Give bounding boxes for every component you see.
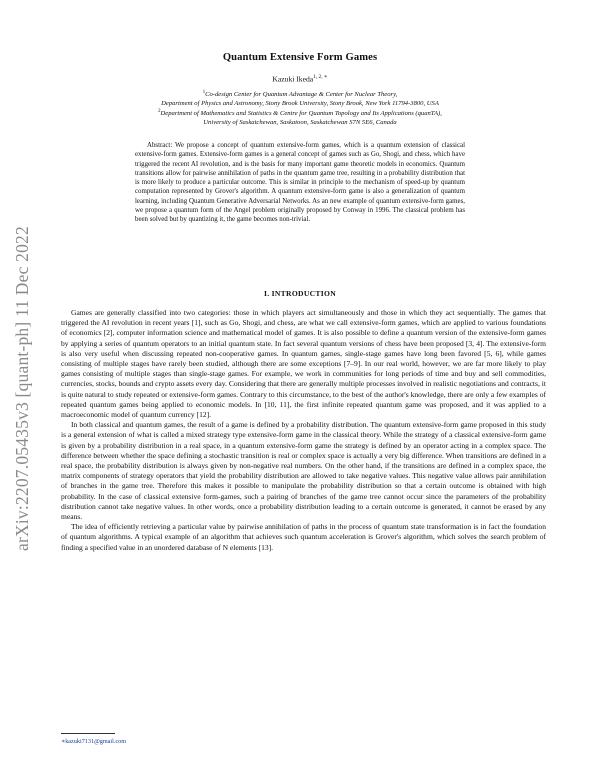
- affiliation-text: University of Saskatchewan, Saskatoon, Saskatchewan S7N 5E6, Canada: [203, 118, 397, 126]
- affiliation-text: Co-design Center for Quantum Advantage & Center for Nuclear Theory,: [205, 91, 398, 99]
- abstract: Abstract: We propose a concept of quantum extensive-form games, which is a quantum extension of classical extensive-form games. Extensive-form games is a general concept of games such as Go, Shogi, and chess, which have triggered the recent AI revolution, and is the basis for many important game theoretic models in economics. Quantum transitions allow for pairwise annihilation of paths in the quantum game tree, resulting in a probability distribution that is more likely to produce a particular outcome. This is similar in principle to the mechanism of speed-up by quantum computation represented by Grover's algorithm. A quantum extensive-form game is also a generalization of quantum learning, including Quantum Generative Adversarial Networks. As an new example of quantum extensive-form games, we propose a quantum form of the Angel problem originally proposed by Conway in 1996. The classical problem has been solved but by quantizing it, the game becomes non-trivial.: [135, 142, 465, 223]
- affiliation-text: Department of Physics and Astronomy, Stony Brook University, Stony Brook, New York 11794-3800, USA: [161, 99, 439, 107]
- affiliation-mark: 2: [158, 109, 161, 114]
- paragraph: The idea of efficiently retrieving a particular value by pairwise annihilation of paths in the process of quantum state transformation is in fact the foundation of quantum algorithms. A typical example of an algorithm that achieves such quantum acceleration is Grover's algorithm, which solves the search problem of finding a specified value in an unordered database of N elements [13].: [61, 522, 546, 552]
- paragraph: Games are generally classified into two categories: those in which players act simultaneously and those in which they act sequentially. The games that triggered the AI revolution in recent years [1], such as Go, Shogi, and chess, are what we call extensive-form games, which are applied to various foundations of economics [2], computer information science and mathematical model of games. It is also possible to define a quantum version of the extensive-form games by applying a series of quantum operators to an initial quantum state. In fact several quantum versions of chess have been proposed [3, 4]. The extensive-form is also very useful when discussing repeated non-cooperative games. In quantum games, single-stage games have long been favored [5, 6], while games consisting of multiple stages have rarely been studied, although there are some exceptions [7–9]. In our real world, however, we are far more likely to play games consisting of multiple stages than single-stage games. For example, we work in communities for long periods of time and buy and sell commodities, currencies, stocks, bounds and crypto assets every day. Considering that there are generally multiple processes involved in realistic negotiations and contracts, it is quite natural to study repeated or extensive-form games. Contrary to this circumstance, to the best of the author's knowledge, there are only a few examples of repeated quantum games being applied to economic models. In [10, 11], the first infinite repeated quantum game was proposed, and it was applied to a macroeconomic model of quantum currency [12].: [61, 308, 546, 420]
- author-email-footnote[interactable]: ∗kazuki7131@gmail.com: [61, 738, 127, 745]
- author-name: Kazuki Ikeda: [272, 74, 314, 84]
- arxiv-identifier: arXiv:2207.05435v3 [quant-ph] 11 Dec 2022: [11, 225, 32, 551]
- arxiv-identifier-margin: [10, 198, 34, 578]
- affiliation-mark: 1: [202, 90, 206, 95]
- affiliation-2-cont: [0, 119, 600, 126]
- paragraph: In both classical and quantum games, the result of a game is defined by a probability distribution. The quantum extensive-form game proposed in this study is a general extension of what is called a mixed strategy type extensive-form game in the classical theory. While the strategy of a classical extensive-form game is given by a probability distribution in a real space, in a quantum extensive-form game the strategy is defined by an operator acting in a complex space. The difference between whether the space defining a stochastic transition is real or complex space is actually a very big difference. When transitions are defined in a real space, the probability distribution is always given by non-negative real numbers. On the other hand, if the transitions are defined in a complex space, the matrix components of strategy operators that yield the probability distribution are allowed to take negative values. This negative value allows pair annihilation of branches in the game tree. Therefore this makes it possible to manipulate the probability distribution so that a certain outcome is obtained with high probability. In the case of classical extensive form-games, such a pairing of branches of the game tree cannot occur since the parameters of the probability distribution cannot take negative values. In other words, once a probability distribution leading to a certain outcome is generated, it cannot be erased by any means.: [61, 420, 546, 522]
- affiliation-2: [0, 109, 600, 117]
- introduction-body: [61, 308, 546, 553]
- affiliation-text: Department of Mathematics and Statistics & Centre for Quantum Topology and Its Applications (quanTA),: [160, 110, 442, 118]
- author-marks: 1, 2, ∗: [313, 74, 328, 80]
- footnote-divider: [61, 733, 115, 734]
- paper-title: Quantum Extensive Form Games: [222, 52, 378, 63]
- affiliation-1-cont: [0, 100, 600, 107]
- affiliation-1: [0, 90, 600, 98]
- author-line: [0, 74, 600, 84]
- section-heading: I. INTRODUCTION: [263, 289, 336, 298]
